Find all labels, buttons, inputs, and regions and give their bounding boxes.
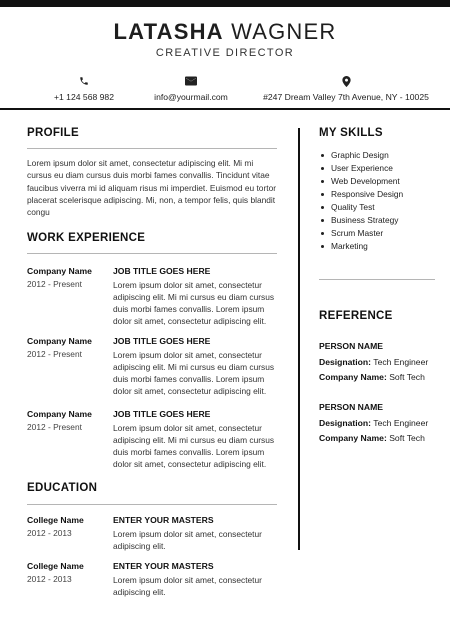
skill-item: Responsive Design <box>319 189 403 202</box>
job-description: Lorem ipsum dolor sit amet, consectetur adipiscing elit. Mi mi cursus eu diam cursus duis morbi fames convallis. Lorem ipsum dolor sit amet, consectetur adipiscing elit. <box>113 423 275 470</box>
degree-description: Lorem ipsum dolor sit amet, consectetur adipiscing elit. <box>113 529 262 552</box>
reference-company <box>319 372 444 387</box>
education-dates: 2012 - 2013 <box>27 528 72 538</box>
contact-email <box>121 76 261 102</box>
work-dates: 2012 - Present <box>27 349 82 359</box>
education-entry-2-details <box>113 561 278 598</box>
degree-title: ENTER YOUR MASTERS <box>113 561 214 571</box>
skills-divider <box>319 279 435 280</box>
profile-text: Lorem ipsum dolor sit amet, consectetur adipiscing elit. Mi mi cursus eu diam cursus duis morbi fames convallis. Tincidunt vitae faucibus viverra mi id aliquam risus mi imperdiet. Euismod eu tortor placerat scelerisque adipiscing. Mi, non, a tempor felis, quis blandit congu <box>27 158 277 218</box>
skill-item: Web Development <box>319 176 403 189</box>
education-dates: 2012 - 2013 <box>27 574 72 584</box>
top-accent-bar <box>0 0 450 7</box>
work-entry-3-meta <box>27 409 112 432</box>
skill-item: Quality Test <box>319 202 403 215</box>
company-value: Soft Tech <box>389 433 425 443</box>
designation-value: Tech Engineer <box>373 418 429 428</box>
reference-person-name: PERSON NAME <box>319 341 383 351</box>
skills-heading: MY SKILLS <box>319 127 383 139</box>
column-divider <box>298 128 300 550</box>
job-role: CREATIVE DIRECTOR <box>155 47 295 59</box>
education-entry-2-meta <box>27 561 112 584</box>
skill-item: Graphic Design <box>319 150 403 163</box>
envelope-icon <box>121 76 261 88</box>
work-entry-2-details <box>113 336 278 397</box>
job-description: Lorem ipsum dolor sit amet, consectetur adipiscing elit. Mi mi cursus eu diam cursus duis morbi fames convallis. Lorem ipsum dolor sit amet, consectetur adipiscing elit. <box>113 350 275 397</box>
header-divider <box>0 108 450 110</box>
email-text[interactable]: info@yourmail.com <box>154 92 228 102</box>
company-name: Company Name <box>27 336 92 346</box>
work-entry-3-details <box>113 409 278 470</box>
skill-item: Scrum Master <box>319 228 403 241</box>
reference-entry-1 <box>319 341 444 387</box>
skill-item: Marketing <box>319 241 403 254</box>
company-name: Company Name <box>27 409 92 419</box>
job-title: JOB TITLE GOES HERE <box>113 409 211 419</box>
location-pin-icon <box>246 76 446 88</box>
company-value: Soft Tech <box>389 372 425 382</box>
degree-title: ENTER YOUR MASTERS <box>113 515 214 525</box>
company-name: Company Name <box>27 266 92 276</box>
reference-designation <box>319 418 444 433</box>
work-dates: 2012 - Present <box>27 422 82 432</box>
reference-heading: REFERENCE <box>319 310 393 322</box>
first-name: LATASHA <box>113 19 224 44</box>
company-label: Company Name: <box>319 433 387 443</box>
work-entry-1-meta <box>27 266 112 289</box>
work-dates: 2012 - Present <box>27 279 82 289</box>
profile-underline <box>27 148 277 149</box>
education-underline <box>27 504 277 505</box>
designation-label: Designation: <box>319 418 372 428</box>
education-entry-1-details <box>113 515 278 552</box>
skills-list <box>319 150 403 254</box>
skill-item: User Experience <box>319 163 403 176</box>
education-heading: EDUCATION <box>27 482 98 494</box>
last-name: WAGNER <box>231 19 337 44</box>
address-text: #247 Dream Valley 7th Avenue, NY - 10025 <box>263 92 429 102</box>
job-title: JOB TITLE GOES HERE <box>113 266 211 276</box>
designation-label: Designation: <box>319 357 372 367</box>
phone-text: +1 124 568 982 <box>54 92 114 102</box>
college-name: College Name <box>27 515 84 525</box>
skill-item: Business Strategy <box>319 215 403 228</box>
contact-address <box>246 76 446 102</box>
designation-value: Tech Engineer <box>373 357 429 367</box>
resume-name <box>0 19 450 45</box>
college-name: College Name <box>27 561 84 571</box>
job-title: JOB TITLE GOES HERE <box>113 336 211 346</box>
education-entry-1-meta <box>27 515 112 538</box>
reference-entry-2 <box>319 402 444 448</box>
company-label: Company Name: <box>319 372 387 382</box>
profile-heading: PROFILE <box>27 127 79 139</box>
work-experience-underline <box>27 253 277 254</box>
reference-person-name: PERSON NAME <box>319 402 383 412</box>
work-entry-2-meta <box>27 336 112 359</box>
job-description: Lorem ipsum dolor sit amet, consectetur adipiscing elit. Mi mi cursus eu diam cursus duis morbi fames convallis. Lorem ipsum dolor sit amet, consectetur adipiscing elit. <box>113 280 275 327</box>
reference-designation <box>319 357 444 372</box>
reference-company <box>319 433 444 448</box>
work-entry-1-details <box>113 266 278 327</box>
degree-description: Lorem ipsum dolor sit amet, consectetur adipiscing elit. <box>113 575 262 598</box>
work-experience-heading: WORK EXPERIENCE <box>27 232 146 244</box>
